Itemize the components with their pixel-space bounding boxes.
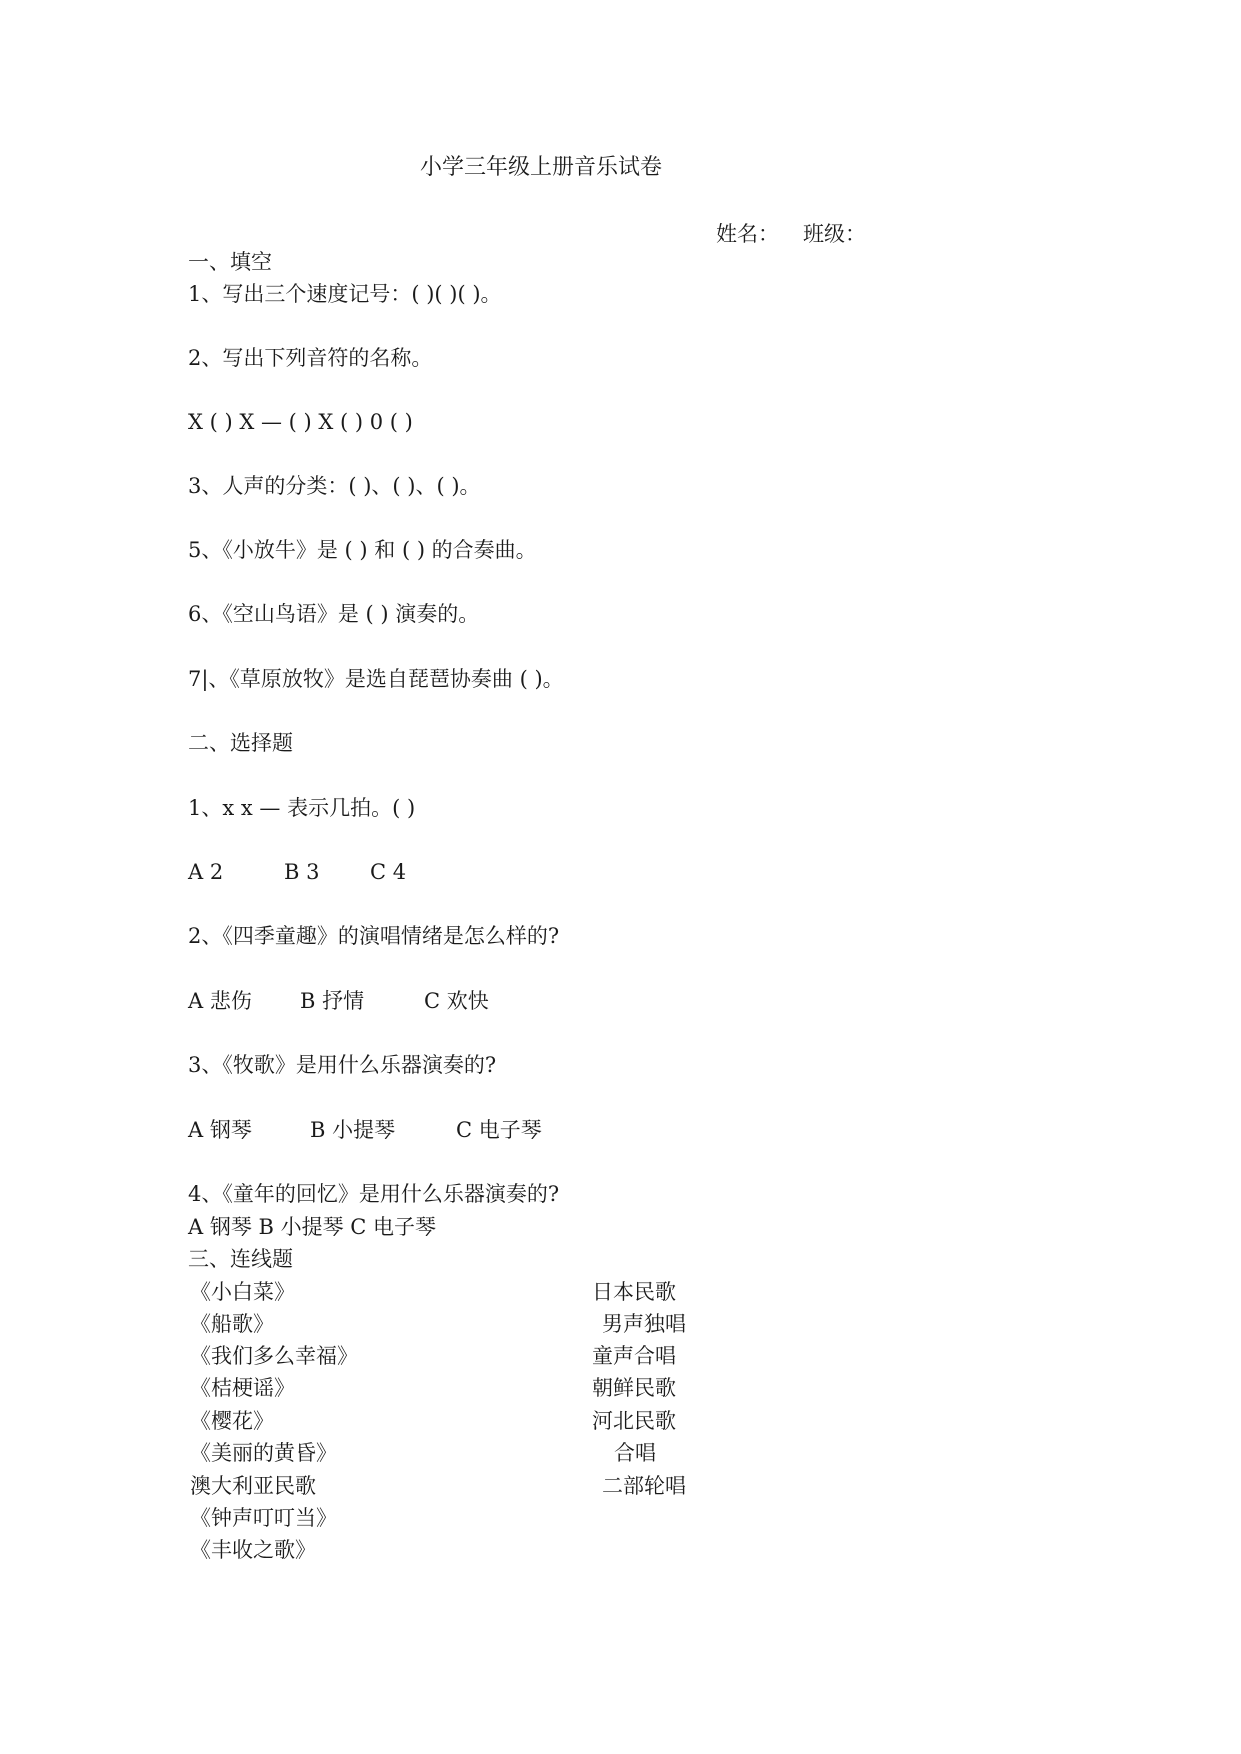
question-2-2-options	[188, 989, 489, 1014]
option-a: A 2	[188, 860, 224, 884]
match-right-item: 二部轮唱	[602, 1474, 686, 1498]
match-left-item: 《桔梗谣》	[190, 1376, 295, 1400]
question-1-7: 7|、《草原放牧》是选自琵琶协奏曲 ( )。	[188, 667, 564, 691]
match-right-item: 童声合唱	[592, 1344, 676, 1368]
match-right-item: 河北民歌	[592, 1409, 676, 1433]
option-c: C 4	[370, 860, 407, 884]
question-1-2: 2、写出下列音符的名称。	[188, 346, 433, 370]
question-1-3: 3、人声的分类：( )、( )、( )。	[188, 474, 481, 498]
match-left-item: 《钟声叮叮当》	[190, 1506, 337, 1530]
match-left-item: 《美丽的黄昏》	[190, 1441, 337, 1465]
question-1-6: 6、《空山鸟语》是 ( ) 演奏的。	[188, 602, 480, 626]
match-left-item: 澳大利亚民歌	[190, 1474, 316, 1498]
match-right-item: 合唱	[614, 1441, 656, 1465]
section2-heading: 二、选择题	[188, 731, 293, 755]
question-2-3-options	[188, 1118, 542, 1143]
question-2-3: 3、《牧歌》是用什么乐器演奏的?	[188, 1053, 497, 1077]
match-right-item: 朝鲜民歌	[592, 1376, 676, 1400]
match-left-item: 《樱花》	[190, 1409, 274, 1433]
question-2-1: 1、x x — 表示几拍。( )	[188, 796, 416, 820]
student-info	[716, 218, 866, 248]
section3-heading: 三、连线题	[188, 1247, 293, 1271]
option-c: C 欢快	[424, 989, 489, 1013]
match-left-item: 《小白菜》	[190, 1280, 295, 1304]
match-left-item: 《船歌》	[190, 1312, 274, 1336]
question-1-5: 5、《小放牛》是 ( ) 和 ( ) 的合奏曲。	[188, 538, 537, 562]
match-left-item: 《丰收之歌》	[190, 1538, 316, 1562]
option-b: B 抒情	[300, 989, 365, 1013]
page-title: 小学三年级上册音乐试卷	[420, 155, 663, 180]
question-1-1: 1、写出三个速度记号：( )( )( )。	[188, 282, 502, 306]
option-c: C 电子琴	[456, 1118, 542, 1142]
option-b: B 小提琴	[310, 1118, 396, 1142]
match-right-item: 男声独唱	[602, 1312, 686, 1336]
name-label: 姓名：	[716, 222, 779, 246]
option-a: A 钢琴	[188, 1118, 252, 1142]
question-2-4: 4、《童年的回忆》是用什么乐器演奏的?	[188, 1182, 560, 1206]
question-1-2-notes: X ( ) X — ( ) X ( ) 0 ( )	[188, 410, 413, 434]
section1-heading: 一、填空	[188, 250, 272, 274]
option-a: A 悲伤	[188, 989, 252, 1013]
question-2-4-options: A 钢琴 B 小提琴 C 电子琴	[188, 1215, 437, 1239]
match-right-item: 日本民歌	[592, 1280, 676, 1304]
option-b: B 3	[284, 860, 320, 884]
question-2-1-options	[188, 860, 406, 885]
question-2-2: 2、《四季童趣》的演唱情绪是怎么样的?	[188, 924, 560, 948]
match-left-item: 《我们多么幸福》	[190, 1344, 358, 1368]
class-label: 班级：	[803, 222, 866, 246]
